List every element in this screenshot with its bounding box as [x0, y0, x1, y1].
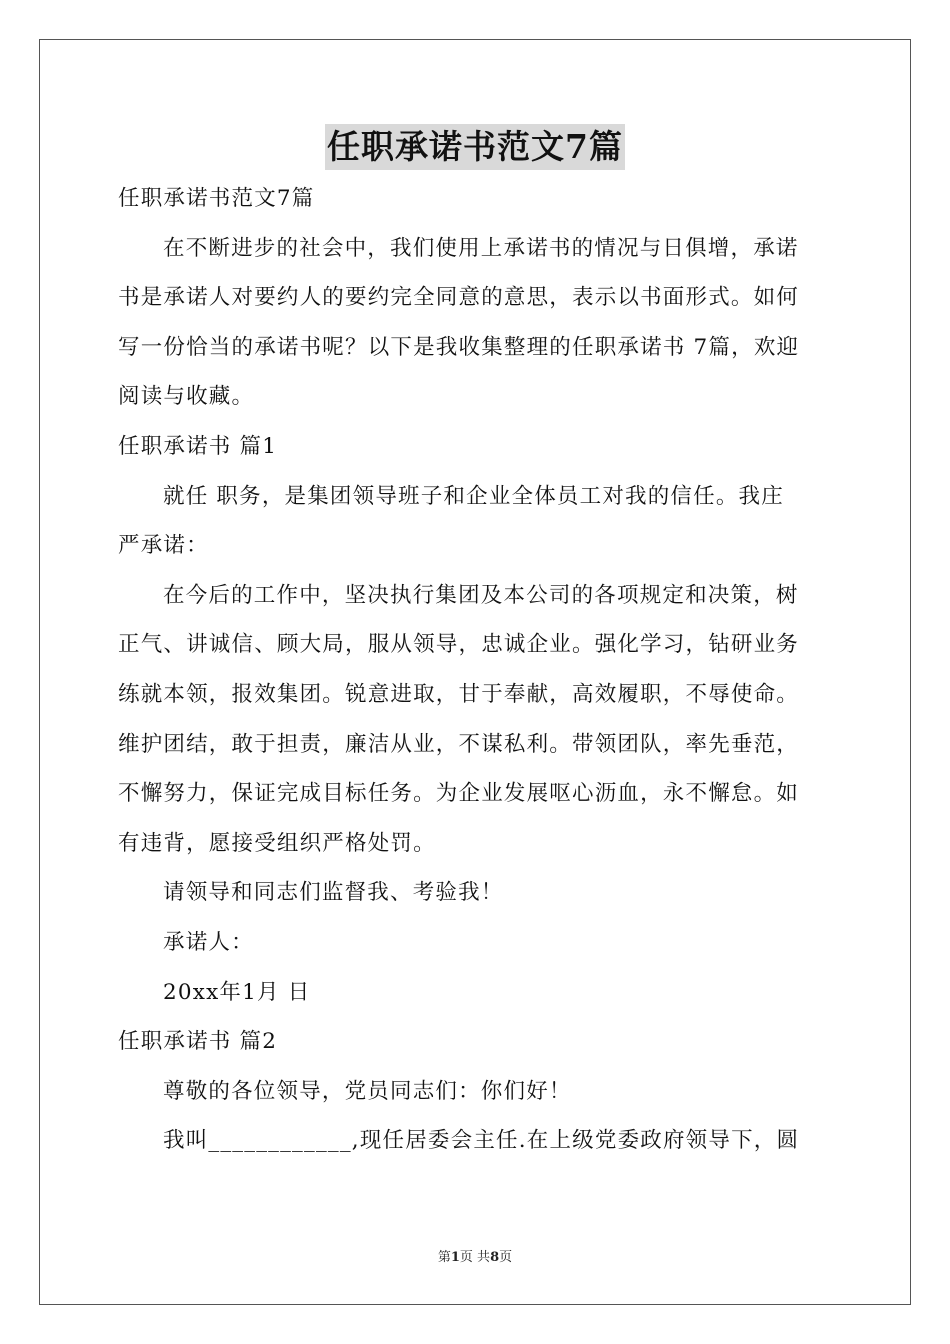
footer-page-current: 1 — [450, 1250, 460, 1265]
paragraph-line: 在今后的工作中，坚决执行集团及本公司的各项规定和决策，树 — [163, 582, 799, 608]
paragraph-line: 尊敬的各位领导，党员同志们：你们好！ — [163, 1078, 572, 1104]
footer-page-total: 8 — [490, 1250, 500, 1265]
paragraph-line: 在不断进步的社会中，我们使用上承诺书的情况与日俱增，承诺 — [163, 235, 799, 261]
paragraph-line: 任职承诺书 篇1 — [118, 433, 278, 459]
paragraph-line: 正气、讲诚信、顾大局，服从领导，忠诚企业。强化学习，钻研业务 — [118, 632, 800, 658]
footer-page-suffix: 页 — [499, 1250, 513, 1265]
paragraph-line: 有违背，愿接受组织严格处罚。 — [118, 830, 436, 856]
paragraph-line: 请领导和同志们监督我、考验我！ — [163, 880, 504, 906]
paragraph-line: 不懈努力，保证完成目标任务。为企业发展呕心沥血，永不懈怠。如 — [118, 781, 800, 807]
document-title: 任职承诺书范文7篇 — [325, 124, 625, 170]
paragraph-line: 书是承诺人对要约人的要约完全同意的意思，表示以书面形式。如何 — [118, 285, 800, 311]
document-body — [118, 174, 833, 1166]
paragraph-line: 任职承诺书 篇2 — [118, 1029, 278, 1055]
paragraph-line: 承诺人： — [163, 929, 254, 955]
paragraph-line: 维护团结，敢于担责，廉洁从业，不谋私利。带领团队，率先垂范， — [118, 731, 800, 757]
paragraph-line: 练就本领，报效集团。锐意进取，甘于奉献，高效履职，不辱使命。 — [118, 681, 800, 707]
footer-page-mid: 页 共 — [459, 1250, 491, 1265]
title-container — [0, 124, 950, 170]
paragraph-line: 严承诺： — [118, 533, 209, 559]
paragraph-line: 任职承诺书范文7篇 — [118, 186, 315, 211]
page-footer — [0, 1246, 950, 1265]
paragraph-line: 就任 职务，是集团领导班子和企业全体员工对我的信任。我庄 — [163, 483, 784, 509]
paragraph-line: 我叫____________,现任居委会主任.在上级党委政府领导下，圆 — [163, 1128, 800, 1154]
paragraph-line: 写一份恰当的承诺书呢？以下是我收集整理的任职承诺书 7篇，欢迎 — [118, 334, 800, 360]
footer-page-prefix: 第 — [437, 1250, 451, 1265]
paragraph-line: 阅读与收藏。 — [118, 384, 255, 410]
paragraph-line: 20xx年1月 日 — [163, 979, 311, 1005]
